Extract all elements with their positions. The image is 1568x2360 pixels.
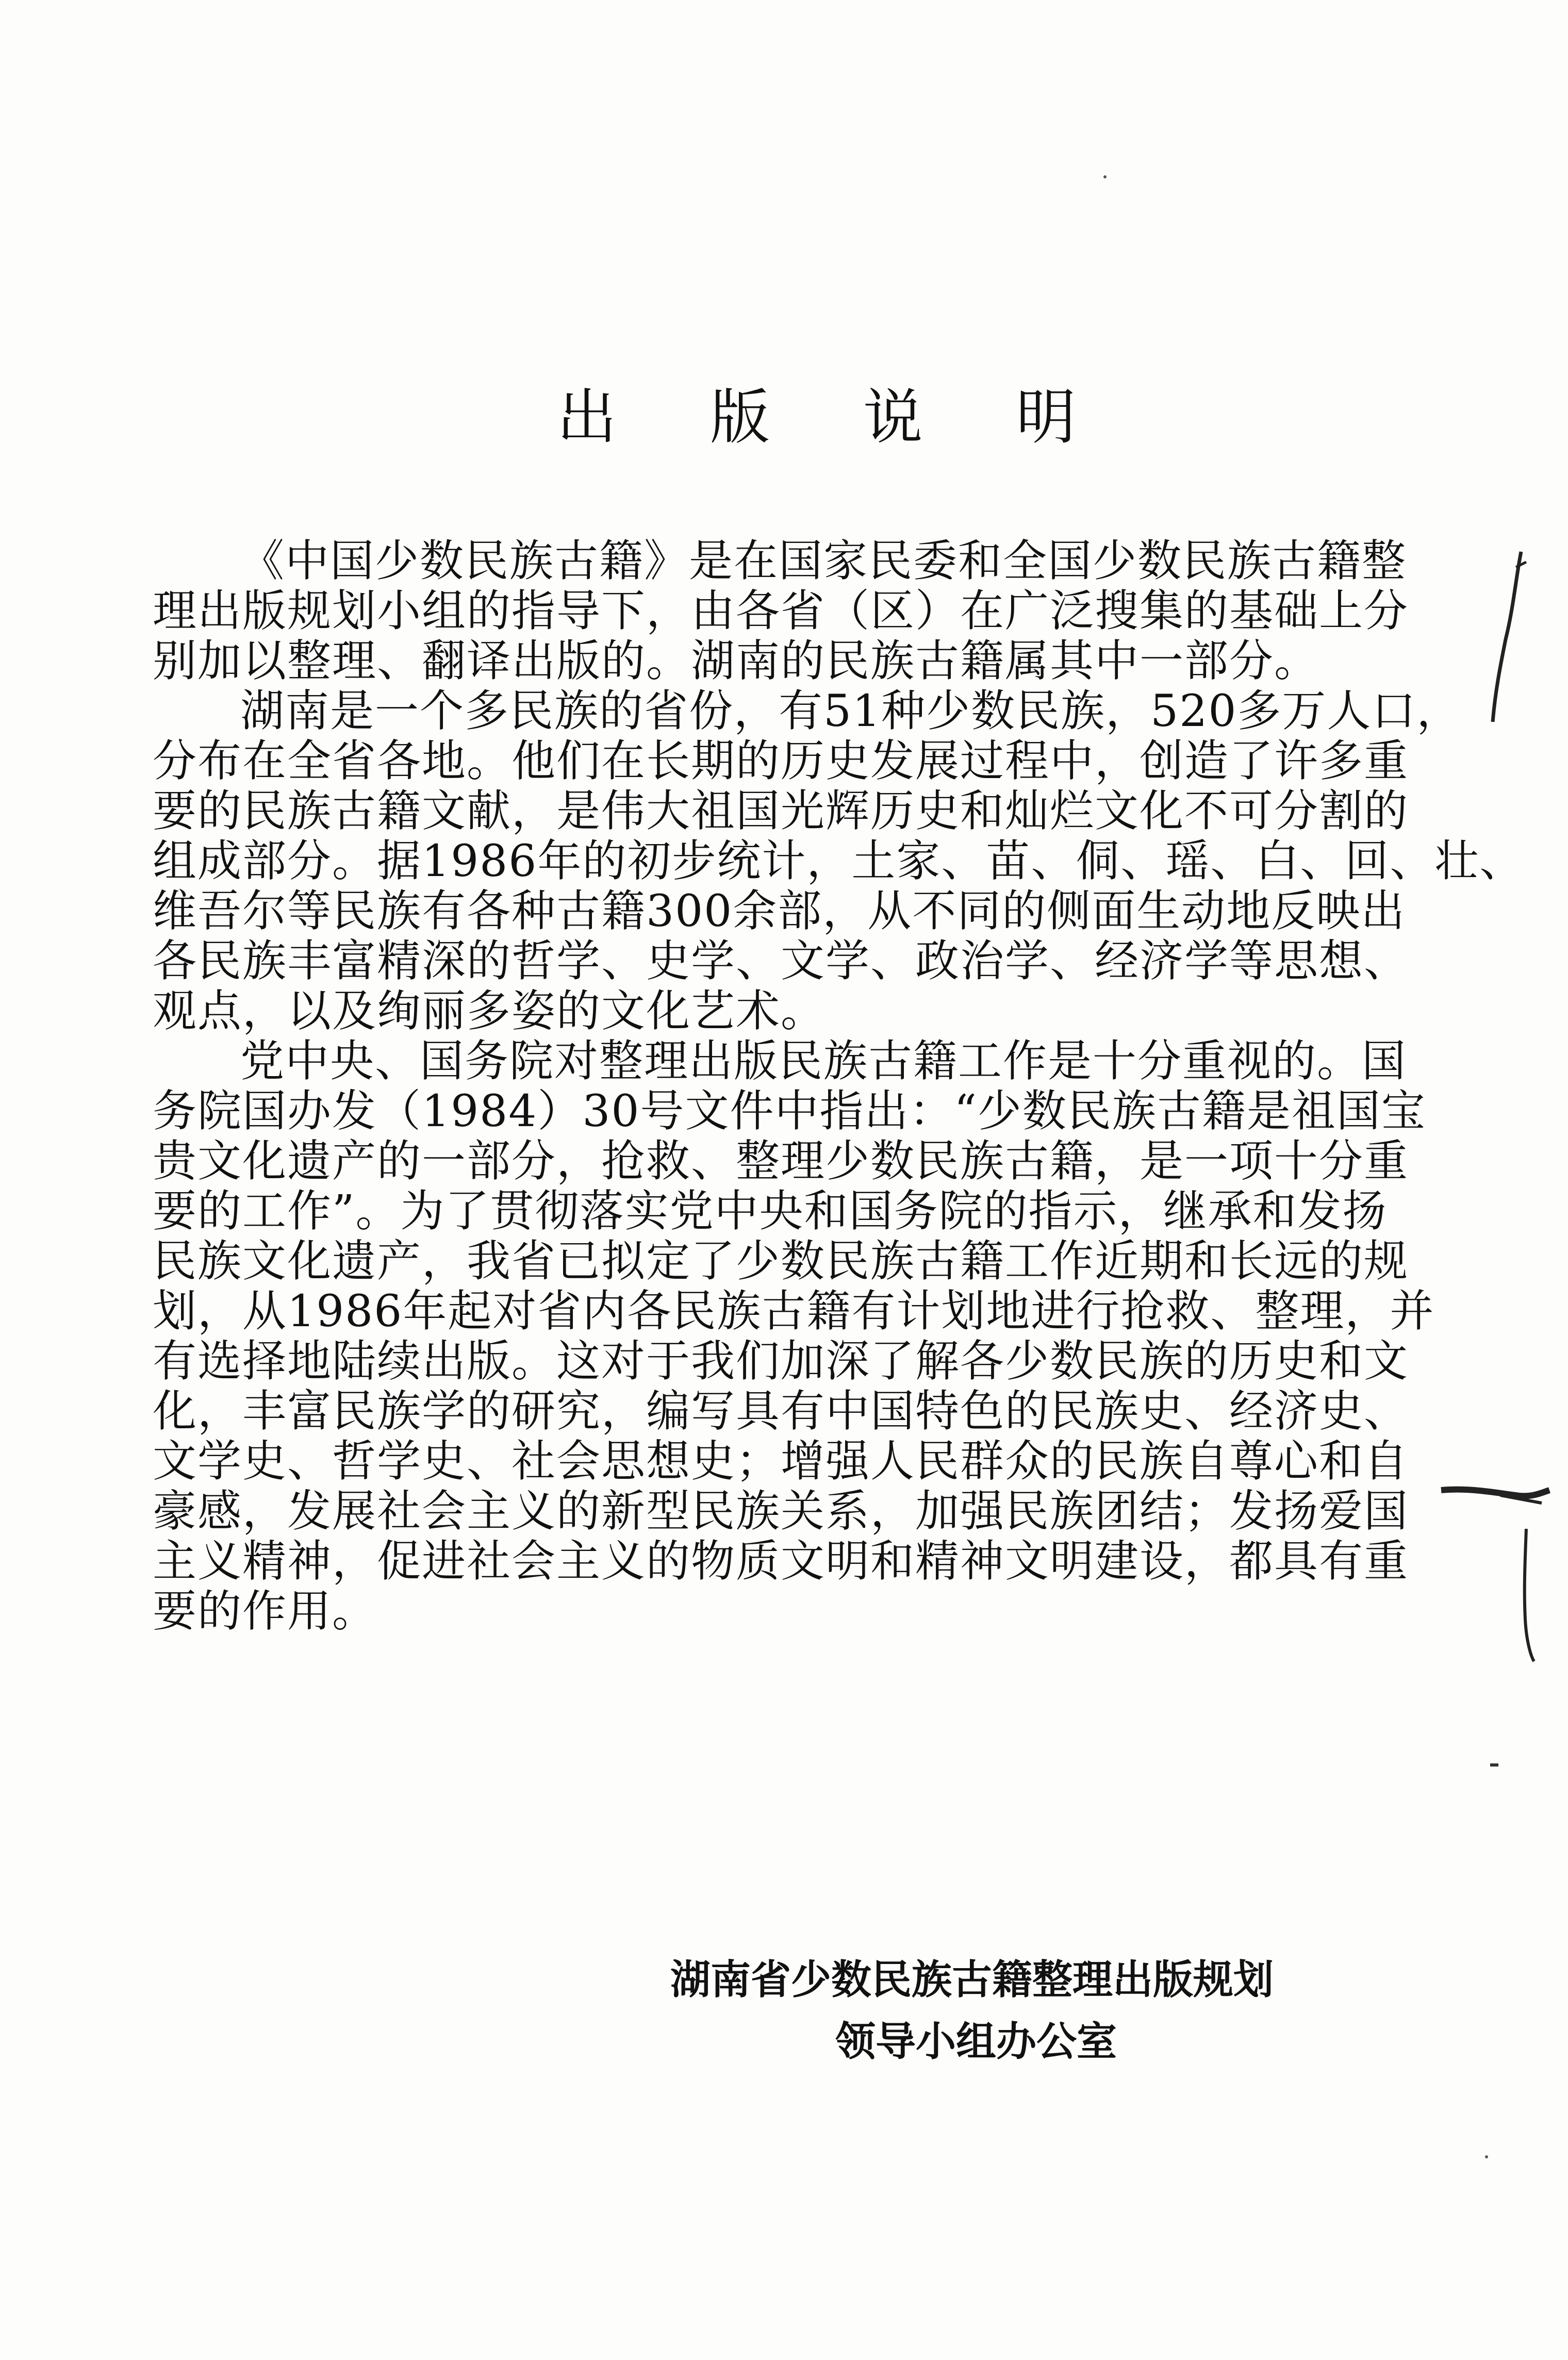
paragraph-1-line-3: 别加以整理、翻译出版的。湖南的民族古籍属其中一部分。: [153, 636, 1319, 687]
paragraph-2-line-1: 湖南是一个多民族的省份，有51种少数民族，520多万人口，: [240, 686, 1462, 737]
paragraph-3-line-9: 文学史、哲学史、社会思想史；增强人民群众的民族自尊心和自: [153, 1436, 1409, 1487]
scan-dot: [1103, 175, 1107, 178]
paragraph-2-line-3: 要的民族古籍文献，是伟大祖国光辉历史和灿烂文化不可分割的: [153, 786, 1409, 837]
paragraph-2-line-2: 分布在全省各地。他们在长期的历史发展过程中，创造了许多重: [153, 736, 1409, 787]
signature-line-2: 领导小组办公室: [835, 2019, 1117, 2065]
paragraph-2-line-6: 各民族丰富精深的哲学、史学、文学、政治学、经济学等思想、: [153, 936, 1409, 987]
page-title: 出 版 说 明: [557, 383, 1113, 452]
paragraph-2-line-4: 组成部分。据1986年的初步统计，土家、苗、侗、瑶、白、回、壮、: [153, 836, 1525, 887]
paragraph-3-line-1: 党中央、国务院对整理出版民族古籍工作是十分重视的。国: [240, 1036, 1407, 1087]
paragraph-3-line-12: 要的作用。: [153, 1586, 377, 1637]
paragraph-3-line-11: 主义精神，促进社会主义的物质文明和精神文明建设，都具有重: [153, 1536, 1409, 1587]
paragraph-3-line-5: 民族文化遗产，我省已拟定了少数民族古籍工作近期和长远的规: [153, 1236, 1409, 1287]
paragraph-3-line-8: 化，丰富民族学的研究，编写具有中国特色的民族史、经济史、: [153, 1386, 1409, 1437]
paragraph-1-line-2: 理出版规划小组的指导下，由各省（区）在广泛搜集的基础上分: [153, 586, 1409, 637]
scan-dot: [1485, 2155, 1488, 2158]
paragraph-3-line-10: 豪感，发展社会主义的新型民族关系，加强民族团结；发扬爱国: [153, 1486, 1409, 1537]
scan-mark-middle: [1439, 1475, 1552, 1511]
paragraph-3-line-7: 有选择地陆续出版。这对于我们加深了解各少数民族的历史和文: [153, 1336, 1409, 1387]
paragraph-1-line-1: 《中国少数民族古籍》是在国家民委和全国少数民族古籍整: [240, 536, 1407, 587]
scan-dot: [1490, 1763, 1498, 1767]
scan-mark-lower: [1511, 1526, 1542, 1665]
signature-line-1: 湖南省少数民族古籍整理出版规划: [670, 1957, 1274, 2003]
paragraph-3-line-6: 划，从1986年起对省内各民族古籍有计划地进行抢救、整理，并: [153, 1286, 1435, 1337]
signature-block: [670, 1949, 1341, 2073]
body-text: [153, 536, 1525, 1637]
paragraph-2-line-5: 维吾尔等民族有各种古籍300余部，从不同的侧面生动地反映出: [153, 886, 1406, 937]
paragraph-3-line-2: 务院国办发（1984）30号文件中指出：“少数民族古籍是祖国宝: [153, 1086, 1426, 1137]
paragraph-3-line-4: 要的工作”。为了贯彻落实党中央和国务院的指示，继承和发扬: [153, 1186, 1388, 1237]
paragraph-2-line-7: 观点，以及绚丽多姿的文化艺术。: [153, 986, 826, 1037]
scan-mark-upper: [1485, 547, 1537, 742]
paragraph-3-line-3: 贵文化遗产的一部分，抢救、整理少数民族古籍，是一项十分重: [153, 1136, 1409, 1187]
